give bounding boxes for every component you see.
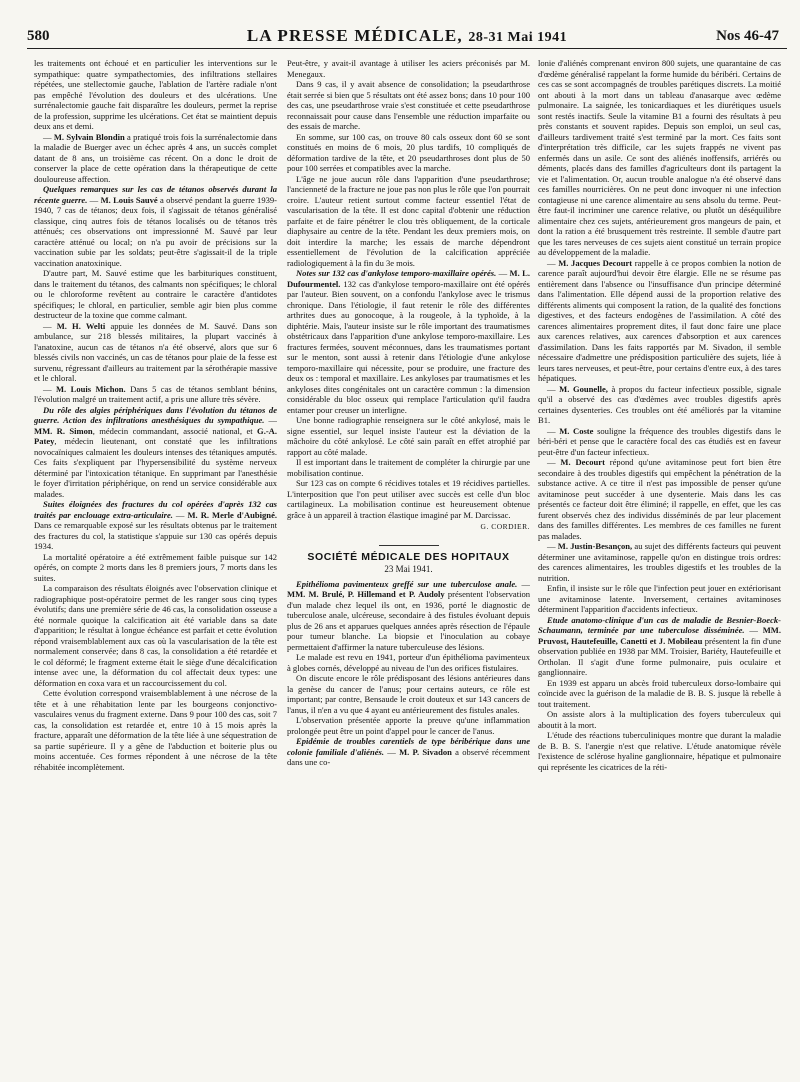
author-name: M. Louis Michon.: [55, 383, 126, 394]
issue-number: Nos 46-47: [716, 28, 779, 44]
paragraph: Quelques remarques sur les cas de tétanos observés durant la récente guerre. — M. Louis Sauvé a observé pendant la guerre 1939-1940, 7 cas de tétanos; deux fois, il s'agissait de tétanos généralisé classique, cinq autres fois de tétanos localisés ou de tétanos très atténués; ces observations ont impressionné M. Sauvé par leur caractère atténué ou local; on n'a pu avoir de précisions sur la vaccination subie par les soldats; peut-être s'agissait-il de la triple vaccination anatoxinique.: [34, 184, 277, 268]
paragraph: En somme, sur 100 cas, on trouve 80 cals osseux dont 60 se sont constitués en moins de 6 mois, 20 plus tardifs, 10 compliqués de déformation tardive de la tête, et 20 pseudarthroses dont plus de 50 pour 100 serrées et compatibles avec la marche.: [287, 131, 530, 173]
page-header: [27, 24, 787, 50]
author-name: M. L. Dufourmentel.: [287, 268, 530, 289]
paragraph: — M. Louis Michon. Dans 5 cas de tétanos semblant bénins, l'évolution malgré un traitement actif, a pris une allure très sévère.: [34, 383, 277, 404]
paragraph: Epidémie de troubles carentiels de type béribérique dans une colonie familiale d'aliénés. — M. P. Sivadon a observé récemment dans une co-: [287, 736, 530, 767]
author-name: M. Sylvain Blondin: [53, 131, 125, 142]
paragraph: Etude anatomo-clinique d'un cas de maladie de Besnier-Boeck-Schaumann, terminée par une tuberculose disséminée. — MM. Pruvost, Hautefeuille, Canetti et J. Mobileau présentent la fin d'une observation publiée en 1938 par MM. Troisier, Bariéty, Hautefeuille et Ortholan. Il s'agit d'une forme pulmonaire, puis oculaire et ganglionnaire.: [538, 614, 781, 677]
paragraph: les traitements ont échoué et en particulier les interventions sur le sympathique: quatre sympathectomies, des infiltrations stellaires répétées, une stellectomie gauche, l'ablation de l'artère radiale n'ont pas empêché l'évolution des douleurs et des ulcérations. Une surrénalectomie gauche fait disparaître les douleurs, permet la reprise de la profession, supprime les ulcérations. Cet état se maintient depuis deux ans et demi.: [34, 58, 277, 131]
paragraph: Notes sur 132 cas d'ankylose temporo-maxillaire opérés. — M. L. Dufourmentel. 132 cas d'ankylose temporo-maxillaire ont été opérés par l'auteur. Bien souvent, on a confondu l'ankylose avec le trismus chronique. Dans l'étiologie, il faut retenir le rôle des différentes arthrites dues au gonocoque, à la rougeole, à la typhoïde, à la diphtérie. Mais, l'auteur insiste sur le rôle important des traumatismes obstétricaux dans l'apparition d'une ankylose temporo-maxillaire. Les fractures fermées, souvent méconnues, dans les traumatismes portant sur le menton, sont aussi à retenir dans l'étiologie d'une ankylose temporo-maxillaire qui nécessite, pour se produire, une fracture des deux os : temporal et maxillaire. Les ankyloses par traumatismes et les ankyloses dites congénitales ont un caractère commun : la dimension considérable du bloc osseux qui remplace l'articulation qu'il faudra entamer pour creuser un interligne.: [287, 268, 530, 415]
paragraph: Peut-être, y avait-il avantage à utiliser les aciers préconisés par M. Menegaux.: [287, 58, 530, 79]
author-name: M. P. Sivadon: [399, 746, 452, 757]
paragraph: Du rôle des algies périphériques dans l'évolution du tétanos de guerre. Action des infiltrations anesthésiques du sympathique. — MM. R. Simon, médecin commandant, associé national, et G.-A. Patey, médecin lieutenant, ont constaté que les infiltrations novocaïniques calmaient les douleurs intenses des tétaniques amputés. Ces faits s'expliquent par l'hypersensibilité du système nerveux déterminé par l'intoxication tétanique. En supprimant par l'anesthésie le foyer d'irritation périphérique, on rend un service considérable aux malades.: [34, 404, 277, 499]
paragraph: La mortalité opératoire a été extrêmement faible puisque sur 142 opérés, on compte 2 morts dans les 8 premiers jours, 7 morts dans les suites.: [34, 551, 277, 583]
communication-title: Notes sur 132 cas d'ankylose temporo-maxillaire opérés.: [296, 268, 497, 278]
author-name: M. R. Merle d'Aubigné.: [187, 509, 277, 520]
header-rule: [27, 48, 787, 49]
paragraph: L'observation présentée apporte la preuve qu'une inflammation prolongée peut être un point d'appel pour le cancer de l'anus.: [287, 715, 530, 736]
paragraph: Une bonne radiographie renseignera sur le côté ankylosé, mais le signe essentiel, sur lequel insiste l'auteur est la déviation de la mâchoire du côté ankylosé. Le côté sain paraît en effet atrophié par rapport au côté malade.: [287, 415, 530, 457]
author-name: G.-A. Patey: [34, 425, 277, 446]
paragraph: Cette évolution correspond vraisemblablement à une nécrose de la tête et à une réhabitation lente par les bourgeons conjonctivo-vasculaires venus du fragment externe. Dans 9 pour 100 des cas, soit 7 cas, la consolidation est retardée et, entre 10 à 15 mois après la fracture, apparaît une déformation de la tête liée à une séquestration de sa partie supérieure. Il y a gêne de l'abduction et boiterie plus ou moins accentuée. Ces formes répondent à une nécrose de la tête réhabitée incomplètement.: [34, 688, 277, 772]
paragraph: Il est important dans le traitement de compléter la chirurgie par une mobilisation continue.: [287, 457, 530, 478]
author-name: MM. M. Brulé, P. Hillemand et P. Audoly: [287, 589, 445, 599]
paragraph: — M. H. Welti appuie les données de M. Sauvé. Dans son ambulance, sur 218 blessés militaires, la plupart vaccinés à l'anatoxine, aucun cas de tétanos n'a été observé, alors que sur 6 blessés civils non vaccinés, un cas de tétanos pour plaie de la fesse est survenu, régressant d'ailleurs au traitement par la sérothérapie massive et le chloral.: [34, 320, 277, 383]
paragraph: — M. Jacques Decourt rappelle à ce propos combien la notion de carence paraît aujourd'hui devoir être élargie. Elle ne se résume pas entièrement dans l'absence ou l'insuffisance d'un principe déterminé dans l'alimentation. Elle dépend aussi de la proportion relative des différents aliments qui composent la ration, de la qualité des fonctions digestives, et des facteurs endogènes de l'assimilation. A côté des carences alimentaires proprement dites, il faut donc faire une place aux carences relatives, aux carences d'absorption et aux carences d'assimilation. Dans les faits rapportés par M. Sivadon, il semble nécessaire d'admettre une prédisposition particulière des sujets, liée à leurs tares nerveuses, et peut-être, pour certains d'entre eux, à des tares hépatiques.: [538, 257, 781, 383]
author-name: MM. Pruvost, Hautefeuille, Canetti et J. Mobileau: [538, 625, 781, 646]
author-name: M. Louis Sauvé: [100, 194, 158, 205]
paragraph: On discute encore le rôle prédisposant des lésions antérieures dans la genèse du cancer de l'anus; pour certains auteurs, ce rôle est important; par contre, Bensaude le croit douteux et sur 143 cancers de l'anus, il n'en a vu que 4 ayant eu antérieurement des fistules anales.: [287, 673, 530, 715]
paragraph: Suites éloignées des fractures du col opérées d'après 132 cas traités par enclouage extra-articulaire. — M. R. Merle d'Aubigné. Dans ce remarquable exposé sur les résultats obtenus par le traitement des fractures du col, la statistique s'appuie sur 130 cas opérés depuis 1934.: [34, 499, 277, 551]
column-1: [34, 58, 277, 1068]
paragraph: On assiste alors à la multiplication des foyers tuberculeux qui aboutit à la mort.: [538, 709, 781, 730]
journal-title: LA PRESSE MÉDICALE,: [246, 26, 463, 45]
author-name: M. H. Welti: [56, 320, 106, 331]
paragraph: La comparaison des résultats éloignés avec l'observation clinique et radiographique post-opératoire permet de les ranger sous cinq types évolutifs; dans une première série de 46 cas, la consolidation osseuse a été normale quoique la calcification ait été variable dans sa date d'apparition; le résultat à longue échéance est parfait et cette évolution répond vraisemblablement aux cas où la vascularisation de la tête est normalement conservée; dans 8 cas, la consolidation a été retardée et le col déformé; le fragment externe était le siège d'une décalcification intense avec une, la déformation du col affectait deux types: une déformation en coxa vara et un raccourcissement du col.: [34, 583, 277, 688]
author-name: M. Jacques Decourt: [558, 257, 633, 268]
paragraph: — M. Coste souligne la fréquence des troubles digestifs dans le béri-béri et pense que le caractère focal des cas étudiés est en faveur peut-être d'un facteur infectieux.: [538, 425, 781, 457]
column-3: [538, 58, 781, 1068]
paragraph: L'étude des réactions tuberculiniques montre que durant la maladie de B. B. S. l'anergie n'est que relative. L'étude anatomique révèle l'existence de sclérose hyaline ganglionnaire, hépatique et pulmonaire qui représente les cicatrices de la réti-: [538, 730, 781, 772]
paragraph: — M. Decourt répond qu'une avitaminose peut fort bien être secondaire à des troubles digestifs qui empêchent la pénétration de la substance active. A ce titre il n'est pas impossible de penser qu'une avitaminose peut succéder à une dysenterie. Mais dans les cas présentés ce facteur doit être éliminé; il rappelle, en effet, que les cas furent observés chez des individus disséminés de par leur placement dans des familles différentes. Les membres de ces familles ne furent pas malades.: [538, 457, 781, 541]
section-divider: [379, 545, 439, 546]
paragraph: lonie d'aliénés comprenant environ 800 sujets, une quarantaine de cas d'œdème généralisé rappelant la forme humide du béribéri. Certains de ces cas se sont accompagnés de troubles parétiques discrets. La moitié ont abouti à la mort dans un tableau d'anasarque avec œdème pulmonaire. La saignée, les tonicardiaques et les diurétiques usuels sont restés inactifs. Seule la vitamine B1 a fourni des résultats à peu près constants et souvent rapides. Depuis son emploi, un seul cas, d'ailleurs tardivement traité s'est terminé par la mort. Ces faits sont d'interprétation très difficile, car les sujets frappés ne vivent pas enfermés dans un asile. Ce sont des aliénés inoffensifs, arriérés ou déments, placés dans des familles d'agriculteurs dont ils partagent la vie et l'alimentation. Or, aucun trouble analogue n'a été observé dans ces familles nourricières. On ne peut donc invoquer ni une infection contagieuse ni une carence alimentaire au sens absolu du terme. Peut-être faut-il incriminer une carence relative, ou plutôt un déséquilibre alimentaire chez ces sujets, antérieurement gros mangeurs de pain, et dont la ration a été brusquement très restreinte. Il semble d'autre part que les tares nerveuses de ces sujets aient constitué un terrain propice au développement de la maladie.: [538, 58, 781, 257]
paragraph: — M. Gounelle, à propos du facteur infectieux possible, signale qu'il a observé des cas d'œdèmes avec troubles digestifs après certaines dysenteries. Ces troubles ont été améliorés par la vitamine B1.: [538, 383, 781, 425]
author-name: MM. R. Simon: [34, 425, 93, 436]
page-number: 580: [27, 28, 50, 44]
paragraph: — M. Justin-Besançon, au sujet des différents facteurs qui peuvent déterminer une avitaminose, rappelle qu'on en distingue trois ordres: des carences alimentaires, les troubles digestifs et les troubles de la nutrition.: [538, 541, 781, 583]
communication-title: Du rôle des algies périphériques dans l'évolution du tétanos de guerre. Action des infiltrations anesthésiques du sympathique.: [34, 404, 277, 425]
signature: G. CORDIER.: [480, 522, 530, 531]
section-title: SOCIÉTÉ MÉDICALE DES HOPITAUX: [307, 550, 510, 563]
communication-title: Epidémie de troubles carentiels de type béribérique dans une colonie familiale d'aliénés.: [287, 736, 530, 757]
journal-title-line: [27, 26, 787, 46]
paragraph: Epithélioma pavimenteux greffé sur une tuberculose anale. — MM. M. Brulé, P. Hillemand et P. Audoly présentent l'observation d'un malade chez lequel ils ont, en 1936, porté le diagnostic de tuberculose anale, ulcéreuse, secondaire à des fistules évoluant depuis plus de 26 ans et apparues quelques années après résection de l'épaule pour tumeur blanche. La biopsie et l'inoculation au cobaye permettaient d'affirmer la nature tuberculeuse des lésions.: [287, 578, 530, 652]
paragraph: L'âge ne joue aucun rôle dans l'apparition d'une pseudarthrose; l'ancienneté de la fracture ne joue pas non plus le rôle que l'on pourrait croire. L'auteur retient surtout comme facteur essentiel l'état de vascularisation de la tête. Il est donc capital d'obtenir une réduction parfaite et de faire pénétrer le clou très obliquement, de la corticale diaphysaire au centre de la tête. Pendant les deux premiers mois, on doit interdire la marche; les essais de marche dépendront essentiellement de l'évolution de la calcification appréciée radiologiquement à la fin du 3e mois.: [287, 173, 530, 268]
section-date: 23 Mai 1941.: [384, 564, 433, 574]
paragraph: En 1939 est apparu un abcès froid tuberculeux dorso-lombaire qui coïncide avec la guérison de la maladie de B. B. S. jusque là rebelle à tout traitement.: [538, 677, 781, 709]
communication-title: Quelques remarques sur les cas de tétanos observés durant la récente guerre.: [34, 184, 277, 205]
paragraph: Dans 9 cas, il y avait absence de consolidation; la pseudarthrose était serrée si bien que 5 résultats ont été assez bons; dans 10 pour 100 des cas, une pseudarthrose vraie s'est constituée et cette pseudarthrose reconnaissait pour cause dans l'ensemble une réduction imparfaite ou des essais de marche.: [287, 79, 530, 131]
paragraph: Sur 123 cas on compte 6 récidives totales et 19 récidives partielles. L'interposition que l'on peut utiliser avec succès est celle d'un bloc cartilagineux. La mobilisation continue est heureusement obtenue grâce à un appareil à traction élastique imaginé par M. Darcissac.: [287, 478, 530, 520]
author-name: M. Decourt: [560, 457, 605, 467]
author-name: M. Gounelle,: [559, 383, 608, 394]
author-name: M. Coste: [559, 425, 594, 436]
communication-title: Epithélioma pavimenteux greffé sur une tuberculose anale.: [296, 578, 518, 589]
author-name: M. Justin-Besançon,: [557, 541, 633, 551]
issue-date: 28-31 Mai 1941: [468, 30, 568, 45]
paragraph: Enfin, il insiste sur le rôle que l'infection peut jouer en extériorisant une avitaminose latente. Inversement, certaines avitaminoses déterminent l'apparition d'accidents infectieux.: [538, 583, 781, 614]
column-2: [287, 58, 530, 1068]
paragraph: D'autre part, M. Sauvé estime que les barbituriques constituent, dans le traitement du tétanos, des calmants non spécifiques; le chloral ou le chloroforme revêtent au contraire le caractère d'antidotes spécifiques; le chloral, en particulier, semble agir bien plus comme destructeur de la toxine que comme calmant.: [34, 268, 277, 320]
paragraph: — M. Sylvain Blondin a pratiqué trois fois la surrénalectomie dans la maladie de Buerger avec un échec après 4 ans, un succès complet datant de 8 ans, un troisième cas récent. On a donc le droit de conserver la place de cette opération dans la thérapeutique de cette douloureuse affection.: [34, 131, 277, 184]
paragraph: Le malade est revu en 1941, porteur d'un épithélioma pavimenteux à globes cornés, développé au niveau de l'un des orifices fistulaires.: [287, 652, 530, 673]
communication-title: Suites éloignées des fractures du col opérées d'après 132 cas traités par enclouage extra-articulaire.: [34, 499, 277, 520]
communication-title: Etude anatomo-clinique d'un cas de maladie de Besnier-Boeck-Schaumann, terminée par une tuberculose disséminée.: [538, 614, 781, 635]
